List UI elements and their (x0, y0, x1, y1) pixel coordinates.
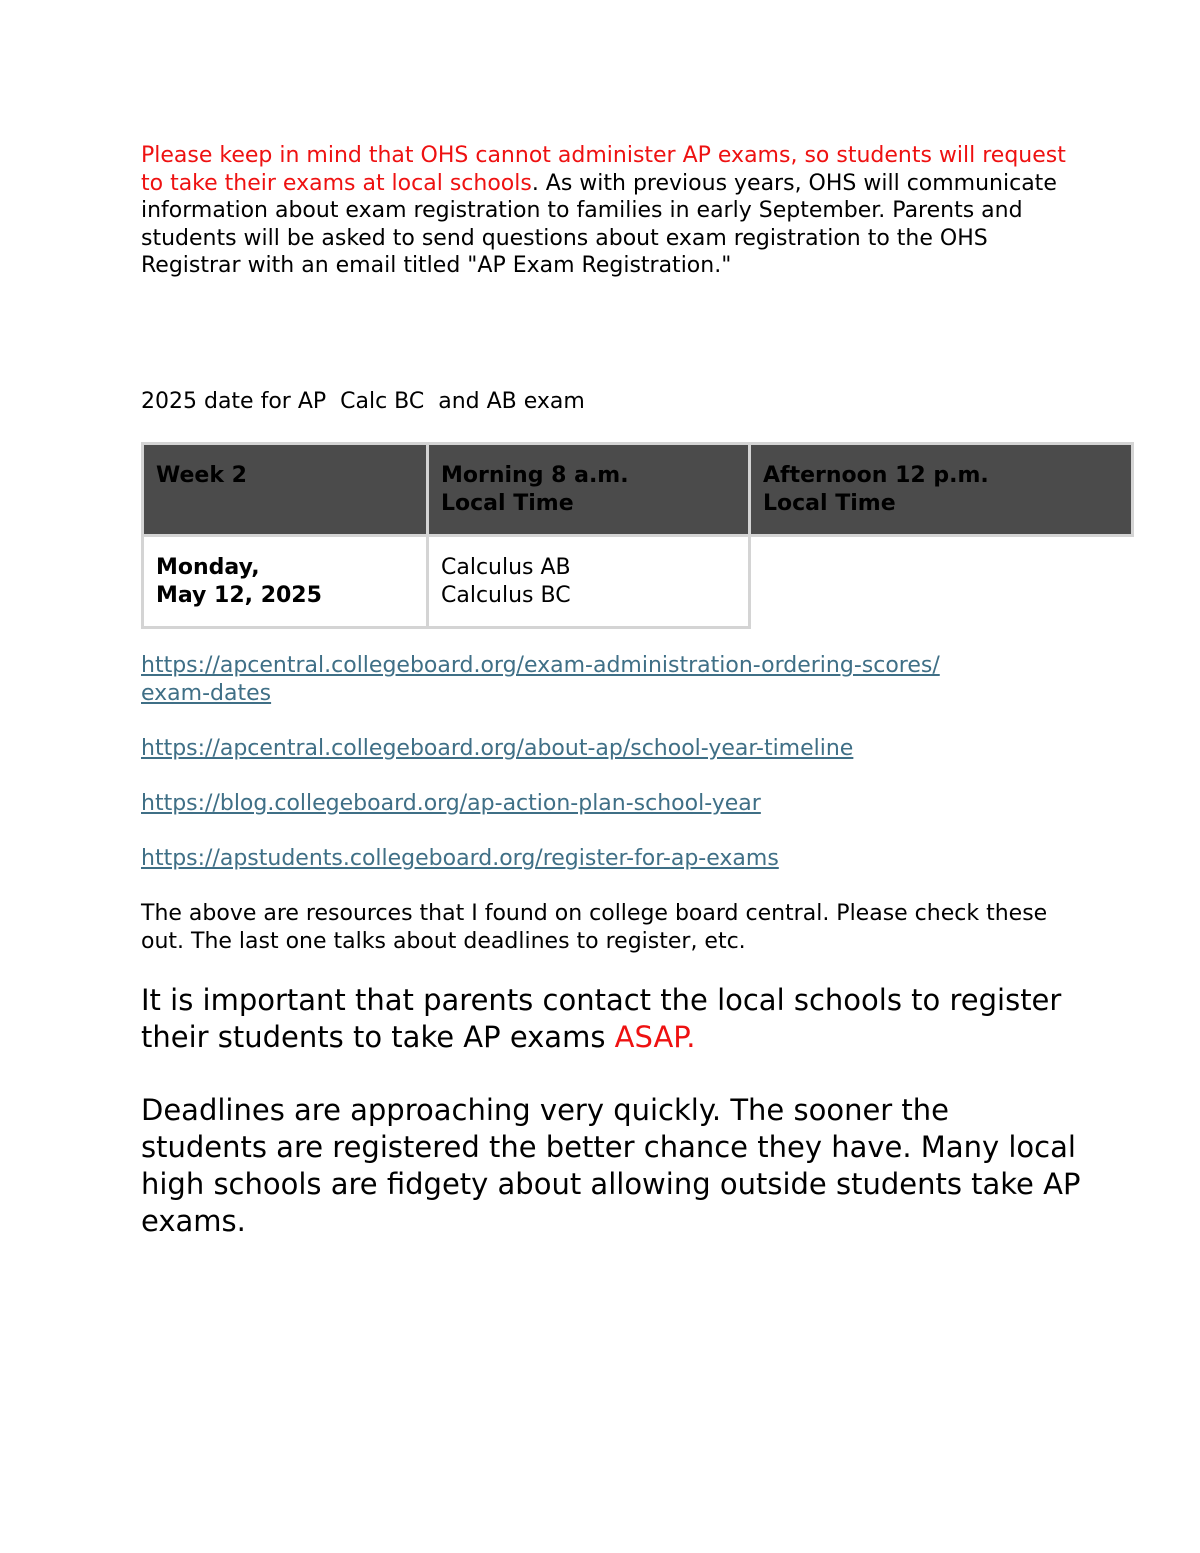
cell-exam-day: Monday, May 12, 2025 (143, 536, 428, 628)
header-morning: Morning 8 a.m. Local Time (428, 444, 750, 536)
exam-date-heading: 2025 date for AP Calc BC and AB exam (141, 389, 585, 414)
important-paragraph (141, 982, 1081, 1056)
intro-paragraph (141, 142, 1071, 280)
table-row (143, 536, 1133, 628)
link-ap-action-plan[interactable]: https://blog.collegeboard.org/ap-action-plan-school-year (141, 790, 761, 816)
resources-paragraph: The above are resources that I found on college board central. Please check these out. The last one talks about deadlines to register, etc. (141, 901, 1048, 954)
intro-warning-text: Please keep in mind that OHS cannot administer AP exams, so students will request to take their exams at local schools (141, 143, 1066, 196)
cell-morning-exams: Calculus AB Calculus BC (428, 536, 750, 628)
link-register-for-ap-exams[interactable]: https://apstudents.collegeboard.org/register-for-ap-exams (141, 845, 779, 871)
resource-links (141, 652, 1141, 900)
header-week: Week 2 (143, 444, 428, 536)
header-afternoon: Afternoon 12 p.m. Local Time (750, 444, 1133, 536)
deadlines-paragraph: Deadlines are approaching very quickly. The sooner the students are registered the better chance they have. Many local high schools are fidgety about allowing outside students take AP exams. (141, 1093, 1081, 1238)
asap-emphasis: ASAP. (614, 1020, 696, 1054)
table-header-row (143, 444, 1133, 536)
exam-schedule-table (141, 442, 1134, 629)
cell-afternoon-empty (750, 536, 1133, 628)
important-text: It is important that parents contact the local schools to register their students to take AP exams (141, 983, 1062, 1054)
intro-body-text: . As with previous years, OHS will communicate information about exam registration to families in early September. Parents and students will be asked to send questions about exam registration to the OHS Registrar with an email titled "AP Exam Registration." (141, 170, 1057, 278)
link-exam-dates[interactable]: https://apcentral.collegeboard.org/exam-administration-ordering-scores/ exam-dates (141, 653, 940, 706)
link-school-year-timeline[interactable]: https://apcentral.collegeboard.org/about-ap/school-year-timeline (141, 735, 854, 761)
